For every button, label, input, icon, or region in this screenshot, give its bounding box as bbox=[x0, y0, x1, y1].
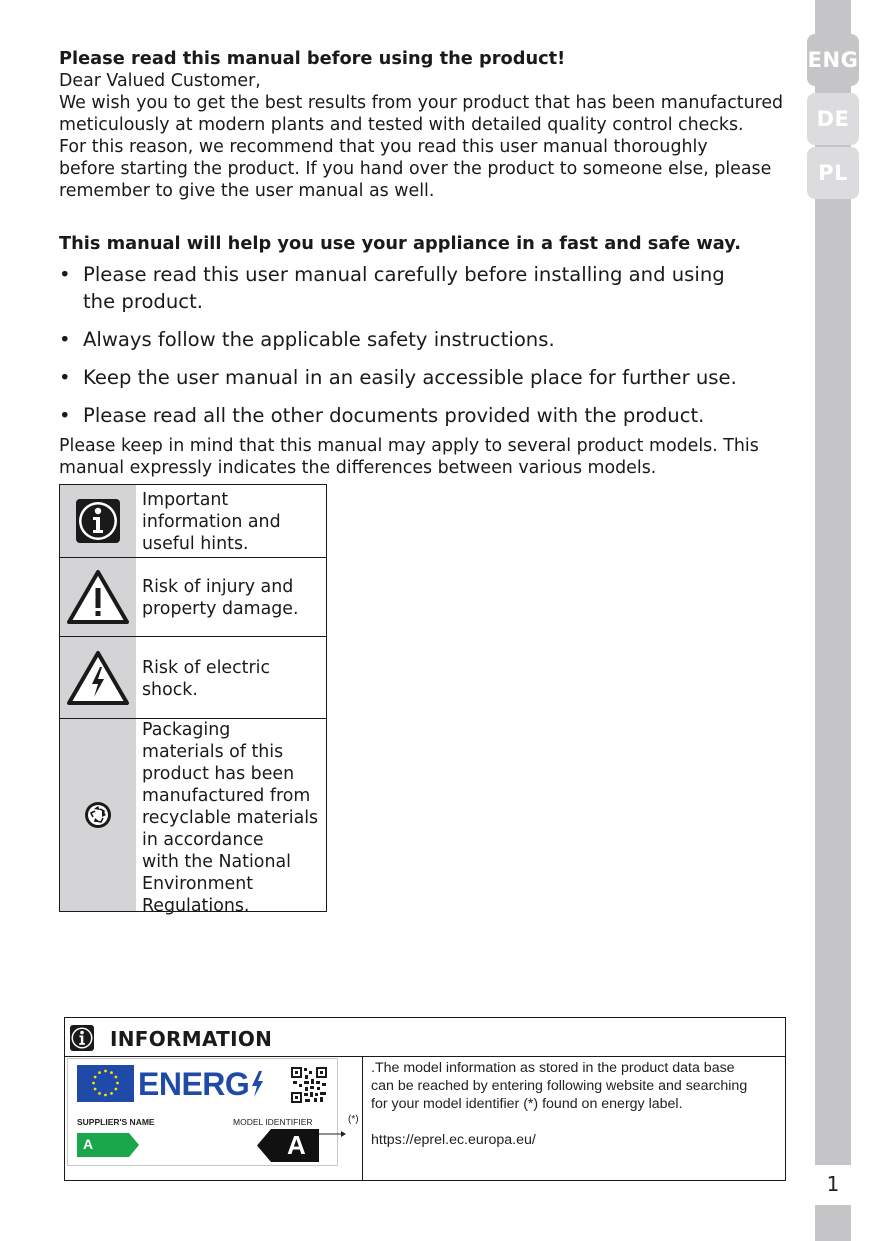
symbol-desc-line: materials of this bbox=[142, 742, 284, 762]
lightning-icon bbox=[250, 1070, 264, 1098]
intro-line: Dear Valued Customer, bbox=[59, 71, 261, 91]
symbol-desc-line: manufactured from bbox=[142, 786, 311, 806]
symbol-table bbox=[59, 484, 327, 916]
energy-class-letter: A bbox=[287, 1130, 306, 1160]
electric-shock-icon bbox=[60, 637, 136, 718]
symbol-desc-line: Environment bbox=[142, 874, 254, 894]
intro-line: remember to give the user manual as well. bbox=[59, 181, 435, 201]
symbol-desc-line: Regulations. bbox=[142, 896, 250, 916]
models-note bbox=[59, 435, 799, 479]
model-identifier-reference: (*) bbox=[348, 1114, 359, 1125]
information-title: INFORMATION bbox=[110, 1027, 273, 1051]
symbol-desc bbox=[136, 485, 326, 557]
energy-word-text: ENERG bbox=[138, 1066, 250, 1102]
page-number: 1 bbox=[826, 1172, 840, 1196]
information-header bbox=[65, 1018, 785, 1057]
symbol-desc bbox=[136, 719, 326, 916]
intro-section bbox=[59, 48, 799, 202]
warning-icon bbox=[60, 558, 136, 636]
symbol-desc bbox=[136, 637, 326, 718]
information-text-line: .The model information as stored in the product data base bbox=[371, 1060, 735, 1076]
symbol-desc-line: Risk of injury and bbox=[142, 577, 294, 597]
symbol-desc bbox=[136, 558, 326, 636]
information-text bbox=[371, 1059, 776, 1149]
info-icon bbox=[69, 1024, 95, 1056]
intro-line: meticulously at modern plants and tested with detailed quality control checks. bbox=[59, 115, 744, 135]
symbol-desc-line: Risk of electric bbox=[142, 657, 271, 678]
recycle-icon bbox=[60, 719, 136, 911]
energy-class-bar bbox=[77, 1133, 139, 1157]
symbol-desc-line: information and bbox=[142, 512, 281, 532]
symbol-desc-line: recyclable materials bbox=[142, 808, 319, 828]
symbol-desc-line: in accordance bbox=[142, 830, 264, 850]
lang-tab-pl[interactable]: PL bbox=[807, 147, 859, 199]
information-divider bbox=[362, 1056, 363, 1180]
intro-line: We wish you to get the best results from your product that has been manufactured bbox=[59, 93, 784, 113]
symbol-desc-line: Packaging bbox=[142, 720, 231, 740]
symbol-row-recycle bbox=[60, 719, 326, 916]
eu-flag-icon bbox=[77, 1065, 134, 1102]
guide-bullet: • Keep the user manual in an easily accessible place for further use. bbox=[59, 364, 759, 391]
lang-tab-eng[interactable]: ENG bbox=[807, 34, 859, 86]
side-strip-bottom bbox=[815, 1205, 851, 1241]
symbol-desc-line: shock. bbox=[142, 679, 198, 700]
info-icon bbox=[60, 485, 136, 557]
guide-bullet-list bbox=[59, 261, 759, 440]
qr-code-icon bbox=[290, 1066, 328, 1104]
intro-line: before starting the product. If you hand over the product to someone else, please bbox=[59, 159, 772, 179]
intro-line: For this reason, we recommend that you read this user manual thoroughly bbox=[59, 137, 708, 157]
symbol-desc-line: with the National bbox=[142, 852, 291, 872]
model-identifier-label: MODEL IDENTIFIER bbox=[233, 1117, 313, 1127]
guide-bullet: • Please read all the other documents provided with the product. bbox=[59, 402, 759, 429]
symbol-desc-line: Important bbox=[142, 490, 229, 510]
eprel-url[interactable]: https://eprel.ec.europa.eu/ bbox=[371, 1132, 536, 1148]
energy-label bbox=[67, 1058, 359, 1166]
symbol-row-info bbox=[60, 485, 326, 558]
symbol-row-warning bbox=[60, 558, 326, 637]
lang-tab-de[interactable]: DE bbox=[807, 93, 859, 145]
guide-heading: This manual will help you use your appliance in a fast and safe way. bbox=[59, 233, 741, 254]
supplier-name-label: SUPPLIER'S NAME bbox=[77, 1117, 155, 1127]
symbol-row-electric bbox=[60, 637, 326, 719]
energy-class-bar-letter: A bbox=[83, 1136, 94, 1152]
guide-bullet: • Please read this user manual carefully before installing and using the product. bbox=[59, 261, 759, 315]
information-text-line: can be reached by entering following website and searching bbox=[371, 1078, 748, 1094]
energy-label-word bbox=[138, 1064, 264, 1104]
energy-class-indicator bbox=[257, 1129, 319, 1162]
information-text-line: for your model identifier (*) found on energy label. bbox=[371, 1096, 683, 1112]
symbol-desc-line: property damage. bbox=[142, 599, 299, 619]
symbol-desc-line: product has been bbox=[142, 764, 295, 784]
intro-heading: Please read this manual before using the product! bbox=[59, 48, 566, 69]
guide-bullet: • Always follow the applicable safety instructions. bbox=[59, 326, 759, 353]
note-line: Please keep in mind that this manual may apply to several product models. This bbox=[59, 436, 759, 456]
information-box bbox=[64, 1017, 786, 1181]
note-line: manual expressly indicates the differences between various models. bbox=[59, 458, 657, 478]
symbol-desc-line: useful hints. bbox=[142, 534, 249, 554]
